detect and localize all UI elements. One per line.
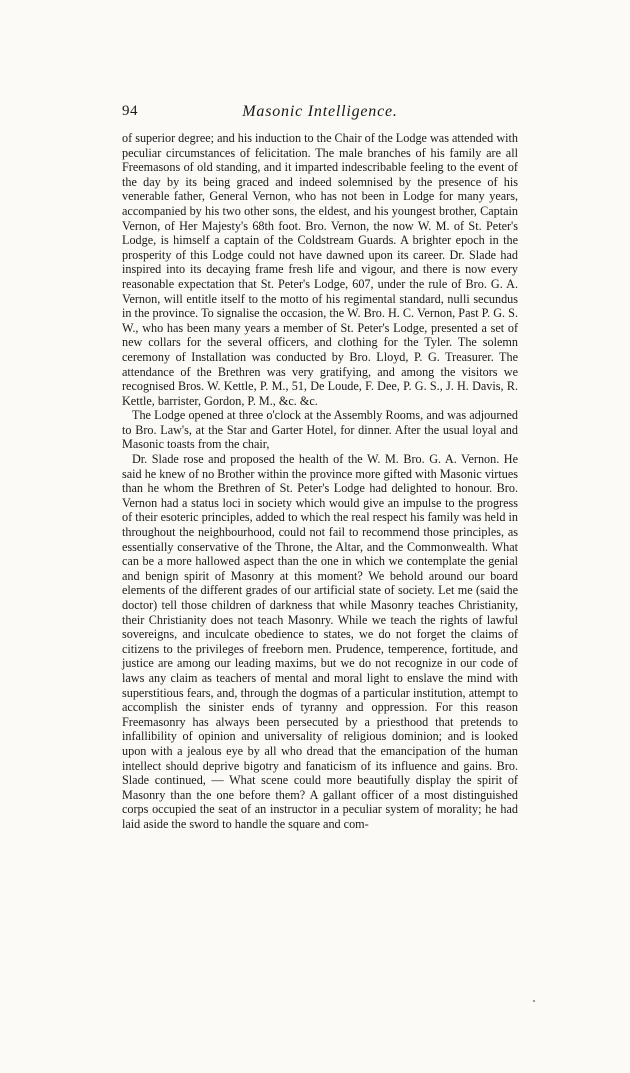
running-title: Masonic Intelligence. [242, 103, 398, 120]
paragraph-dr-slade-toast: Dr. Slade rose and proposed the health of the W. M. Bro. G. A. Vernon. He said he knew of no Brother within the province more gifted with Masonic virtues than he whom the Brethren of St. Peter's Lodge had delighted to honour. Bro. Vernon had a status loci in society which would give an impulse to the progress of their esoteric principles, added to which the real respect his family was held in throughout the neighbourhood, could not fail to recommend those principles, as essentially conservative of the Throne, the Altar, and the Commonwealth. What can be a more hallowed aspect than the one in which we contemplate the genial and benign spirit of Masonry at this moment? We behold around our board elements of the different grades of our artificial state of society. Let me (said the doctor) tell those children of darkness that while Masonry teaches Christianity, their Christianity does not teach Masonry. While we teach the rights of lawful sovereigns, and inculcate obedience to states, we do not forget the claims of citizens to the privileges of freeborn men. Prudence, temperence, fortitude, and justice are among our leading maxims, but we do not recognize in our code of laws any claim as teachers of mental and moral light to enslave the mind with superstitious fears, and, through the dogmas of a particular institution, attempt to accomplish the sinister ends of tyranny and oppression. For this reason Freemasonry has always been persecuted by a priesthood that pretends to infallibility of opinion and universality of religious dominion; and is looked upon with a jealous eye by all who dread that the emancipation of the human intellect should deprive bigotry and fanaticism of its influence and gains. Bro. Slade continued, — What scene could more beautifully display the spirit of Masonry than the one before them? A gallant officer of a most distinguished corps occupied the seat of an instructor in a peculiar system of morality; he had laid aside the sword to handle the square and com- [122, 452, 518, 831]
article-body [122, 131, 518, 832]
page-header [122, 103, 518, 125]
paragraph-lodge-opened: The Lodge opened at three o'clock at the Assembly Rooms, and was adjourned to Bro. Law's, at the Star and Garter Hotel, for dinner. After the usual loyal and Masonic toasts from the chair, [122, 408, 518, 452]
paragraph-installation: of superior degree; and his induction to the Chair of the Lodge was attended with peculiar circumstances of felicitation. The male branches of his family are all Freemasons of old standing, and it imparted indescribable feeling to the event of the day by its being graced and indeed solemnised by the presence of his venerable father, General Vernon, who has not been in Lodge for many years, accompanied by his two other sons, the eldest, and his youngest brother, Captain Vernon, of Her Majesty's 68th foot. Bro. Vernon, the now W. M. of St. Peter's Lodge, is himself a captain of the Coldstream Guards. A brighter epoch in the prosperity of this Lodge could not have dawned upon its career. Dr. Slade had inspired into its decaying frame fresh life and vigour, and there is now every reasonable expectation that St. Peter's Lodge, 607, under the rule of Bro. G. A. Vernon, will entitle itself to the motto of his regimental standard, nulli secundus in the province. To signalise the occasion, the W. Bro. H. C. Vernon, Past P. G. S. W., who has been many years a member of St. Peter's Lodge, presented a set of new collars for the several officers, and clothing for the Tyler. The solemn ceremony of Installation was conducted by Bro. Lloyd, P. G. Treasurer. The attendance of the Brethren was very gratifying, and among the visitors we recognised Bros. W. Kettle, P. M., 51, De Loude, F. Dee, P. G. S., J. H. Davis, R. Kettle, barrister, Gordon, P. M., &c. &c. [122, 131, 518, 408]
ink-speck [533, 1000, 535, 1002]
page-number: 94 [122, 103, 138, 119]
